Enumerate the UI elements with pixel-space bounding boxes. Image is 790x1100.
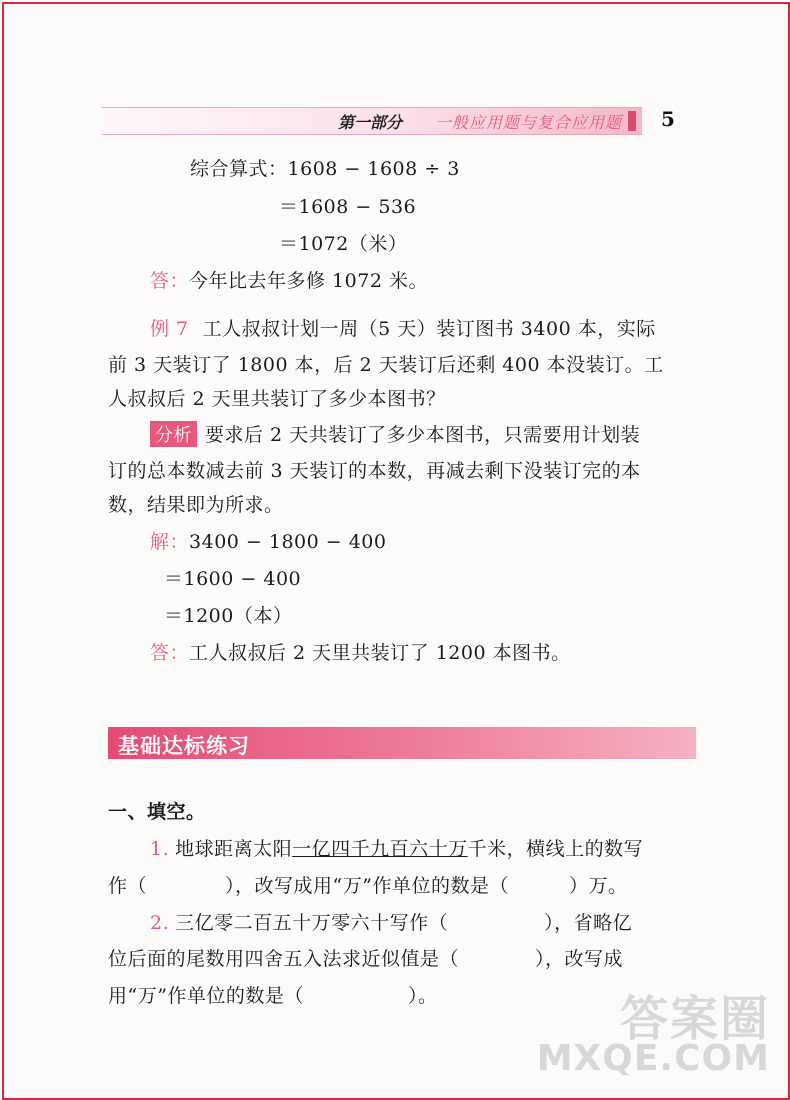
question-1-number: 1. <box>150 838 170 860</box>
question-1-line-2 <box>108 871 627 898</box>
question-2-line2-a: 位后面的尾数用四舍五入法求近似值是（ <box>108 948 460 970</box>
formula-step-2: ＝1072（米） <box>279 233 408 255</box>
example-text-1: 工人叔叔计划一周（5 天）装订图书 3400 本，实际 <box>202 318 656 340</box>
question-2-line3-b: ）。 <box>407 985 438 1007</box>
question-2-line-3 <box>108 981 437 1008</box>
page-number: 5 <box>661 107 675 131</box>
question-2-line2-b: ），改写成 <box>535 948 624 970</box>
answer-label-7: 答： <box>150 642 190 664</box>
question-2-line-1 <box>150 908 632 935</box>
question-1-line-1 <box>150 834 643 861</box>
watermark-line-2: MXQE.COM <box>536 1038 770 1079</box>
solution-step-1: ＝1600 − 400 <box>164 568 302 590</box>
section-banner <box>108 727 696 759</box>
formula-expr: 1608 − 1608 ÷ 3 <box>287 158 460 180</box>
formula-step-1: ＝1608 − 536 <box>279 196 417 218</box>
watermark-line-1: 答案圈 <box>619 991 770 1047</box>
example-7-line-1 <box>150 314 656 341</box>
question-1-underlined: 一亿四千九百六十万 <box>292 838 468 860</box>
question-2-line-2 <box>108 944 623 971</box>
question-1-pre: 地球距离太阳 <box>175 838 293 860</box>
answer-text-7: 工人叔叔后 2 天里共装订了 1200 本图书。 <box>189 642 571 664</box>
question-2-line3-a: 用“万”作单位的数是（ <box>108 985 304 1007</box>
answer-label: 答： <box>150 270 190 292</box>
section-title: 基础达标练习 <box>118 733 250 758</box>
solution-label: 解： <box>150 531 190 553</box>
answer-line-7 <box>150 638 571 665</box>
analysis-text-1: 要求后 2 天共装订了多少本图书，只需要用计划装 <box>205 424 641 446</box>
solution-line <box>150 527 387 554</box>
analysis-line-1 <box>150 420 640 447</box>
header-title: 一般应用题与复合应用题 <box>434 113 622 132</box>
exercise-heading: 一、填空。 <box>108 801 206 823</box>
question-2-line1-b: ），省略亿 <box>544 912 633 934</box>
site-watermark <box>536 980 770 1090</box>
answer-text: 今年比去年多修 1072 米。 <box>189 270 428 292</box>
solution-step-2: ＝1200（本） <box>164 605 293 627</box>
header-part: 第一部分 <box>337 113 402 132</box>
analysis-tag: 分析 <box>150 421 197 447</box>
example-label: 例 7 <box>150 318 189 340</box>
example-7-line-2: 前 3 天装订了 1800 本，后 2 天装订后还剩 400 本没装订。工 <box>108 354 664 376</box>
question-1-line2-b: ），改写成用“万”作单位的数是（ <box>225 875 509 897</box>
running-header <box>102 107 642 135</box>
question-1-line2-c: ）万。 <box>568 875 628 897</box>
analysis-line-2: 订的总本数减去前 3 天装订的本数，再减去剩下没装订完的本 <box>108 460 641 482</box>
example-7-line-3: 人叔叔后 2 天里共装订了多少本图书？ <box>108 388 446 410</box>
question-2-number: 2. <box>150 912 170 934</box>
question-1-line2-a: 作（ <box>108 875 148 897</box>
question-1-post: 千米，横线上的数写 <box>467 838 644 860</box>
textbook-page <box>2 2 790 1100</box>
formula-line <box>190 154 460 181</box>
formula-label: 综合算式： <box>190 158 288 180</box>
analysis-line-3: 数，结果即为所求。 <box>108 494 284 516</box>
answer-line-prev <box>150 266 428 293</box>
question-2-line1-a: 三亿零二百五十万零六十写作（ <box>175 912 449 934</box>
solution-expr: 3400 − 1800 − 400 <box>189 531 387 553</box>
header-accent-bar <box>628 111 636 131</box>
